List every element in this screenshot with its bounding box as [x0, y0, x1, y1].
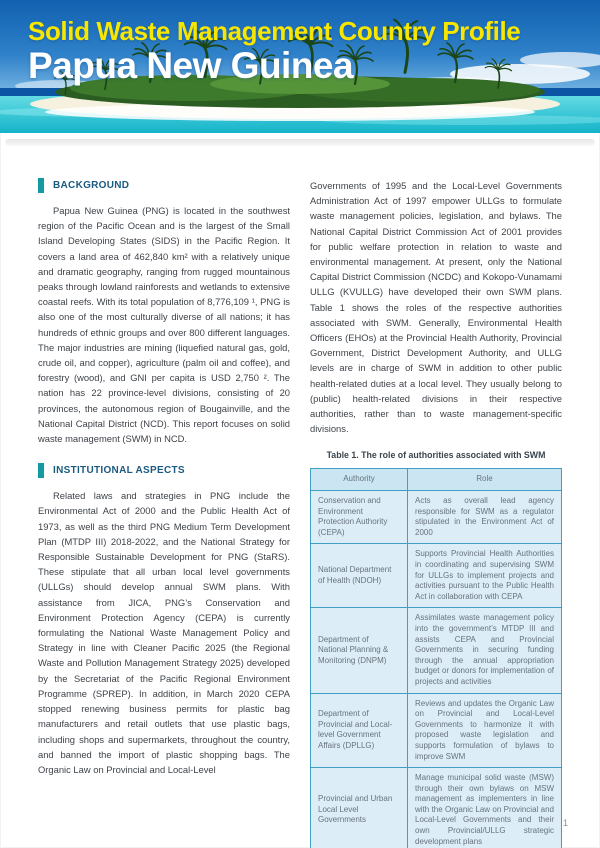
- section-heading-label: BACKGROUND: [53, 180, 130, 191]
- table-header: [311, 469, 562, 491]
- background-paragraph: Papua New Guinea (PNG) is located in the southwest region of the Pacific Ocean and is the largest of the Small Island Developing States (SIDS) in the Pacific Region. It covers a land area of 462,840 km² with a relatively unique and dramatic geography, ranging from rugged mountainous peaks through lowland rainforests and wetlands to extensive coastal reefs. With its total population of 8,776,109 ¹, PNG is also one of the most culturally diverse of all nations; it has hundreds of ethnic groups and over 800 different languages. The major industries are mining (liquefied natural gas, gold, crude oil, and copper), agriculture (palm oil and coffee), and forestry (wood), and GNI per capita is USD 2,750 ². The nation has 22 province-level divisions, consisting of 20 provinces, the autonomous region of Bougainville, and the National Capital District (NCD). This report focuses on solid waste management (SWM) in NCD.: [38, 205, 290, 445]
- role-cell: Assimilates waste management policy into the government’s MTDP III and assists CEPA and Provincial Governments in securing funding through the annual appropriation budget or donors for implementation of projects and activities: [408, 608, 562, 693]
- table-row: [311, 491, 562, 544]
- right-column: [310, 178, 562, 848]
- section-accent-bar: [38, 463, 44, 478]
- table-body: [311, 491, 562, 848]
- left-column: [38, 178, 290, 848]
- header-banner: [0, 0, 600, 133]
- page-edge-shadow: [5, 139, 595, 146]
- institutional-aspects-paragraph: Related laws and strategies in PNG include the Environmental Act of 2000 and the Public Health Act of 1973, as well as the third PNG Medium Term Development Plan (MTDP III) 2018-2022, and the National Strategy for Responsible Sustainable Development for PNG (StaRS). These stipulate that all urban local level governments (ULLGs) should develop annual SWM plans. With assistance from JICA, PNG’s Conservation and Environment Protection Agency (CEPA) is currently formulating the National Waste Management Policy and Strategy in line with Cleaner Pacific 2025 (the Regional Waste and Pollution Management Strategy 2025) developed by the Secretariat of the Pacific Regional Environment Programme (SPREP). In addition, in March 2020 CEPA stopped renewing business permits for plastic bag manufacturers and retail outlets that use plastic bags, including shops and supermarkets, throughout the country, and banned the import of plastic shopping bags. The Organic Law on Provincial and Local-Level: [38, 490, 290, 775]
- section-accent-bar: [38, 178, 44, 193]
- table-row: [311, 768, 562, 848]
- role-cell: Supports Provincial Health Authorities in coordinating and supervising SWM for ULLGs to implement projects and activities pursuant to the Public Health Act in collaboration with CEPA: [408, 544, 562, 608]
- authorities-roles-table: [310, 468, 562, 848]
- role-cell: Acts as overall lead agency responsible for SWM as a regulator stipulated in the Environment Act of 2000: [408, 491, 562, 544]
- page-number: 1: [562, 818, 568, 828]
- institutional-aspects-continued-paragraph: Governments of 1995 and the Local-Level Governments Administration Act of 1997 empower ULLGs to formulate waste management policies, legislation, and bylaws. The National Capital District Commission Act of 2001 provides for public welfare protection in relation to waste and environmental management. At present, only the National Capital District Commission (NCDC) and Kokopo-Vunamami ULLG (KVULLG) have developed their own SWM plans. Table 1 shows the roles of the respective authorities associated with SWM. Generally, Environmental Health Officers (EHOs) at the Provincial Health Authority, Provincial Government, District Development Authority, and ULLG levels are in charge of SWM in addition to other public health-related duties at a local level. They usually belong to (public) health-related divisions in their respective authorities, rather than to waste management-specific divisions.: [310, 180, 562, 435]
- column-header-role: Role: [408, 469, 562, 491]
- table-row: [311, 544, 562, 608]
- document-title: Solid Waste Management Country Profile: [28, 16, 521, 46]
- section-heading-label: INSTITUTIONAL ASPECTS: [53, 465, 185, 477]
- column-header-authority: Authority: [311, 469, 408, 491]
- authority-cell: Department of National Planning & Monitoring (DNPM): [311, 608, 408, 693]
- role-cell: Reviews and updates the Organic Law on Provincial and Local-Level Governments to harmonize it with proposed waste legislation and supports formulation of bylaws to improve SWM: [408, 693, 562, 768]
- authority-cell: Department of Provincial and Local-level Government Affairs (DPLLG): [311, 693, 408, 768]
- role-cell: Manage municipal solid waste (MSW) through their own bylaws on MSW management as implementers in line with the Organic Law on Provincial and Local-Level Governments and their own Provincial/ULLG strategic development plans: [408, 768, 562, 848]
- section-heading-background: [38, 178, 290, 193]
- table-row: [311, 608, 562, 693]
- authority-cell: Conservation and Environment Protection Authority (CEPA): [311, 491, 408, 544]
- authority-cell: National Department of Health (NDOH): [311, 544, 408, 608]
- page-content: [0, 146, 600, 848]
- country-title: Papua New Guinea: [28, 45, 354, 86]
- authority-cell: Provincial and Urban Local Level Governments: [311, 768, 408, 848]
- table-row: [311, 693, 562, 768]
- table-caption: Table 1. The role of authorities associated with SWM: [326, 450, 546, 461]
- section-heading-institutional-aspects: [38, 463, 290, 478]
